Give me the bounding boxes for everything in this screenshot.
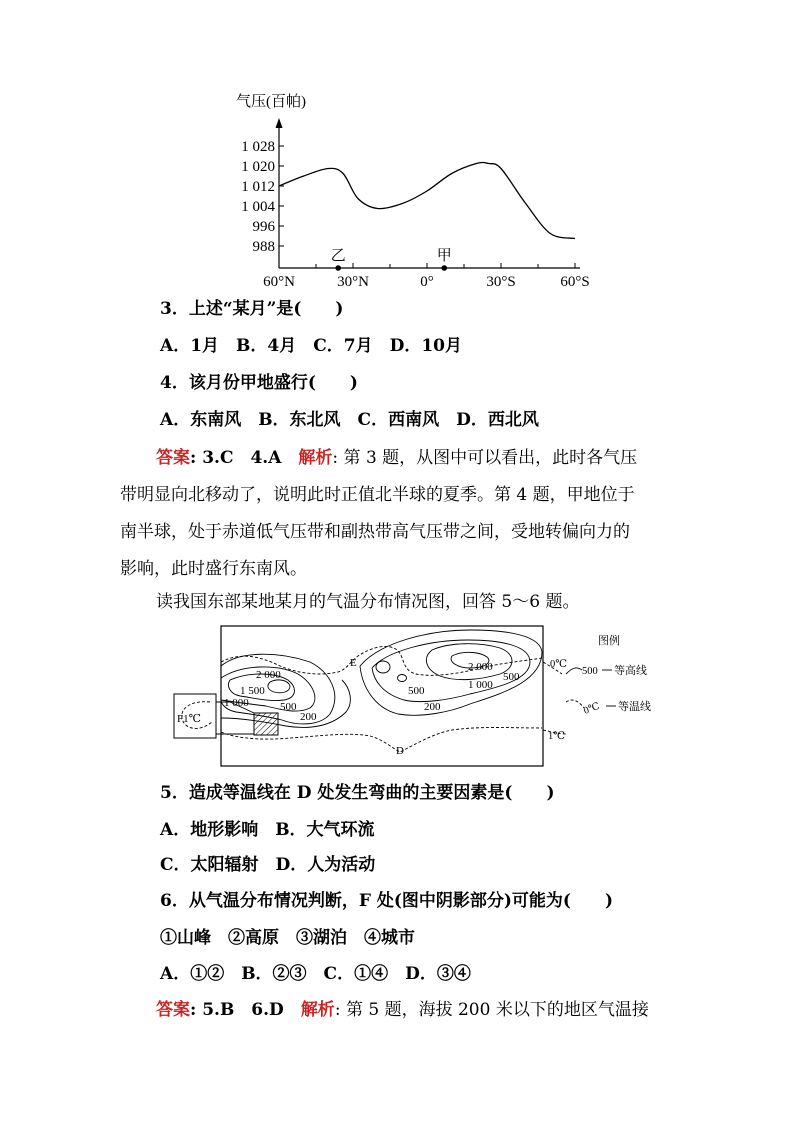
contour-left-2000 [268, 680, 290, 693]
location-marker [441, 265, 447, 271]
contour-small-peak-2 [398, 675, 407, 682]
x-tick-label: 60°N [263, 274, 295, 290]
label-0c: 0℃ [550, 659, 567, 670]
analysis-text-2: 带明显向北移动了，说明此时正值北半球的夏季。第 4 题，甲地位于 [120, 485, 635, 505]
q5-stem: 5．造成等温线在 D 处发生弯曲的主要因素是( ) [160, 783, 555, 803]
label-500-right: 500 [503, 671, 520, 683]
q3-stem: 3．上述“某月”是( ) [160, 299, 344, 319]
q3-options: A．1月 B．4月 C．7月 D．10月 [160, 336, 462, 356]
label-200-left: 200 [300, 711, 317, 723]
q5-options-1: A．地形影响 B．大气环流 [160, 820, 375, 840]
chart-ylabel: 气压(百帕) [236, 94, 306, 110]
x-tick-label: 30°S [486, 274, 516, 290]
location-marker [335, 265, 341, 271]
analysis-label-2: 解析 [300, 1000, 335, 1020]
location-marker-label: 甲 [436, 248, 452, 264]
y-axis-arrow [276, 118, 283, 128]
q4-stem: 4．该月份甲地盛行( ) [160, 373, 358, 393]
q4-options: A．东南风 B．东北风 C．西南风 D．西北风 [160, 410, 539, 430]
legend-isotherm-label: 等温线 [618, 701, 651, 713]
analysis-label: 解析 [298, 448, 333, 468]
label-1c: 1℃ [548, 731, 565, 742]
label-200-right: 200 [424, 701, 441, 713]
label-2000-left: 2 000 [256, 669, 281, 681]
q5-options-2: C．太阳辐射 D．人为活动 [160, 855, 376, 875]
legend-contour-value: 500 [582, 666, 598, 677]
answer-block-2 [120, 992, 676, 1029]
y-tick-label: 1 028 [241, 139, 275, 155]
analysis-text-3: 南半球，处于赤道低气压带和副热带高气压带之间，受地转偏向力的 [120, 522, 630, 542]
answer-label-2: 答案 [156, 1000, 190, 1020]
q6-stem: 6．从气温分布情况判断，F 处(图中阴影部分)可能为( ) [160, 891, 613, 911]
contour-small-peak-1 [376, 661, 390, 673]
analysis-text-4: 影响，此时盛行东南风。 [120, 559, 307, 579]
label-1000-left: 1 000 [224, 697, 249, 709]
label-500-middle: 500 [408, 685, 425, 697]
answer-values-2: : 5.B 6.D [190, 1000, 301, 1020]
pressure-chart [230, 88, 602, 293]
legend-contour-label: 等高线 [614, 665, 647, 677]
legend-isotherm-value: 0℃ [582, 700, 602, 717]
x-tick-label: 0° [420, 274, 434, 290]
intro-q5-6: 读我国东部某地某月的气温分布情况图，回答 5～6 题。 [156, 592, 580, 612]
answer-block-1 [120, 440, 676, 588]
y-tick-label: 1 004 [241, 199, 275, 215]
label-1000-right: 1 000 [468, 679, 493, 691]
legend-isotherm-line [566, 700, 584, 708]
label-d: D [396, 745, 404, 757]
location-marker-label: 乙 [330, 248, 346, 264]
legend-title: 图例 [598, 635, 620, 647]
pressure-curve [279, 163, 575, 239]
temperature-map [170, 622, 670, 772]
y-tick-label: 1 012 [241, 179, 275, 195]
answer-label: 答案 [156, 448, 190, 468]
q6-options: A．①② B．②③ C．①④ D．③④ [160, 964, 471, 984]
legend-contour-line [566, 668, 582, 674]
q6-items: ①山峰 ②高原 ③湖泊 ④城市 [160, 928, 415, 948]
label-1500: 1 500 [240, 685, 265, 697]
label-2000-right: 2 000 [468, 661, 493, 673]
label-f: F1℃ [177, 713, 201, 725]
analysis-text-1: : 第 3 题，从图中可以看出，此时各气压 [332, 448, 638, 468]
answer-values: : 3.C 4.A [190, 448, 299, 468]
x-tick-label: 30°N [337, 274, 369, 290]
analysis-text-5: : 第 5 题，海拔 200 米以下的地区气温接 [334, 1000, 649, 1020]
y-tick-label: 996 [252, 219, 275, 235]
y-tick-label: 988 [252, 239, 275, 255]
label-e: E [350, 657, 357, 669]
label-500-left: 500 [280, 701, 297, 713]
x-tick-label: 60°S [560, 274, 590, 290]
y-tick-label: 1 020 [241, 159, 275, 175]
